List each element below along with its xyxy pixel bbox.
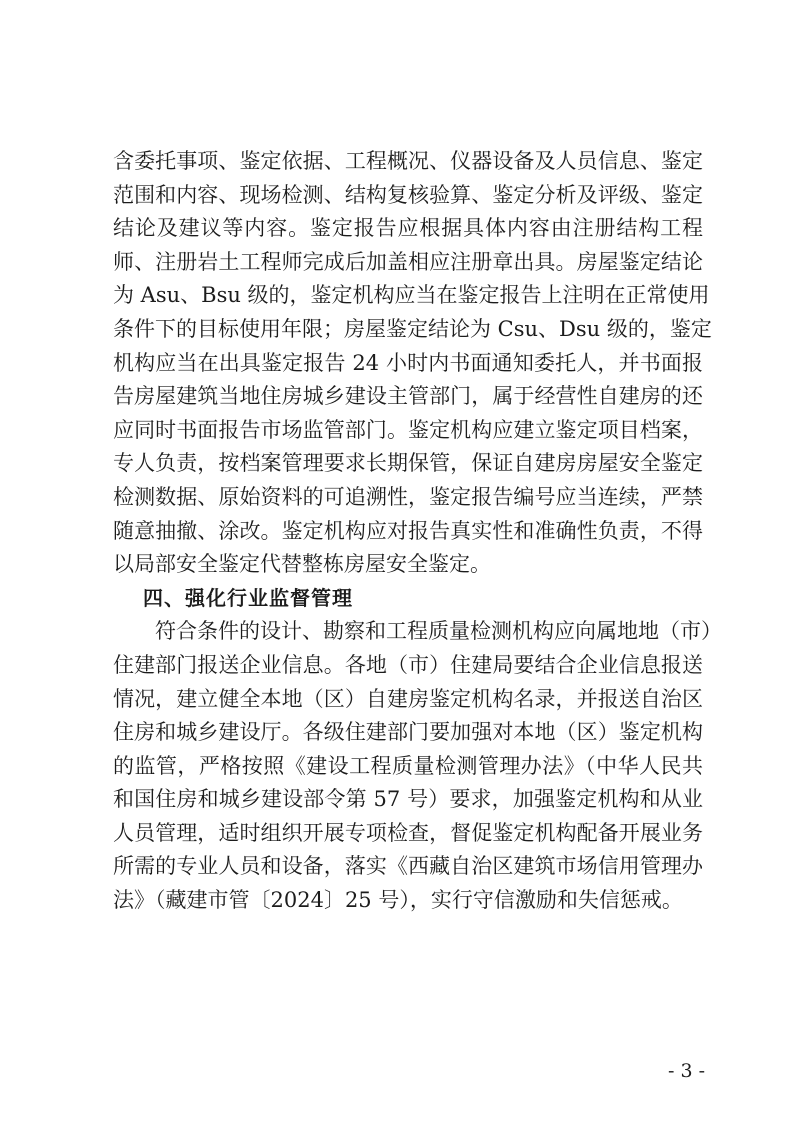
text-line: 范围和内容、现场检测、结构复核验算、鉴定分析及评级、鉴定 xyxy=(113,182,703,207)
paragraph-appraisal-report xyxy=(113,145,712,582)
text-line: 专人负责，按档案管理要求长期保管，保证自建房房屋安全鉴定 xyxy=(113,451,703,476)
text-line: 和国住房和城乡建设部令第 57 号）要求，加强鉴定机构和从业 xyxy=(113,787,703,812)
text-line: 含委托事项、鉴定依据、工程概况、仪器设备及人员信息、鉴定 xyxy=(113,149,703,173)
text-line: 告房屋建筑当地住房城乡建设主管部门，属于经营性自建房的还 xyxy=(113,384,703,409)
text-line: 情况，建立健全本地（区）自建房鉴定机构名录，并报送自治区 xyxy=(113,686,703,711)
text-line: 师、注册岩土工程师完成后加盖相应注册章出具。房屋鉴定结论 xyxy=(113,249,703,274)
text-line: 符合条件的设计、勘察和工程质量检测机构应向属地地（市） xyxy=(155,619,722,644)
page-number: - 3 - xyxy=(667,1060,705,1082)
text-line: 所需的专业人员和设备，落实《西藏自治区建筑市场信用管理办 xyxy=(113,854,703,879)
text-line: 应同时书面报告市场监管部门。鉴定机构应建立鉴定项目档案， xyxy=(113,417,703,442)
text-line: 为 Asu、Bsu 级的，鉴定机构应当在鉴定报告上注明在正常使用 xyxy=(113,283,710,308)
text-line: 人员管理，适时组织开展专项检查，督促鉴定机构配备开展业务 xyxy=(113,820,703,845)
text-line: 检测数据、原始资料的可追溯性，鉴定报告编号应当连续，严禁 xyxy=(113,484,703,509)
document-body xyxy=(113,145,722,918)
text-line: 结论及建议等内容。鉴定报告应根据具体内容由注册结构工程 xyxy=(113,216,703,241)
section-heading-supervision: 四、强化行业监督管理 xyxy=(143,585,353,610)
text-line: 的监管，严格按照《建设工程质量检测管理办法》（中华人民共 xyxy=(113,753,703,778)
text-line: 法》（藏建市管〔2024〕25 号），实行守信激励和失信惩戒。 xyxy=(113,888,683,913)
paragraph-industry-supervision xyxy=(113,615,722,917)
text-line: 机构应当在出具鉴定报告 24 小时内书面通知委托人，并书面报 xyxy=(113,350,703,375)
text-line: 住房和城乡建设厅。各级住建部门要加强对本地（区）鉴定机构 xyxy=(113,720,703,745)
text-line: 住建部门报送企业信息。各地（市）住建局要结合企业信息报送 xyxy=(113,652,703,677)
text-line: 随意抽撤、涂改。鉴定机构应对报告真实性和准确性负责，不得 xyxy=(113,518,703,543)
text-line: 以局部安全鉴定代替整栋房屋安全鉴定。 xyxy=(113,552,491,577)
text-line: 条件下的目标使用年限；房屋鉴定结论为 Csu、Dsu 级的，鉴定 xyxy=(113,316,712,341)
